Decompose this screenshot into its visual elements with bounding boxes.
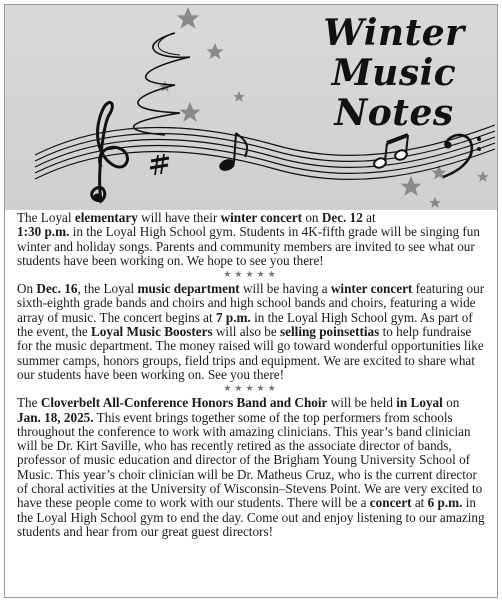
title-line: Music <box>331 52 457 94</box>
star-icon <box>401 176 422 196</box>
star-divider: ★★★★★ <box>223 270 279 281</box>
paragraph-winter-concert: On Dec. 16, the Loyal music department will be having a winter concert featuring our sixth-eighth grade bands and choirs and high school bands and choirs, featuring a wide array of music. The concert begins at 7 p.m. in the Loyal High School gym. As part of the event, the Loyal Music Boosters will also be selling poinsettias to help fundraise for the music department. The money raised will go toward wonderful opportunities like summer camps, honors groups, field trips and equipment. We are excited to share what our students have been working on. See you there! <box>17 281 485 382</box>
swirl-tree <box>134 33 190 135</box>
newsletter-page <box>4 4 498 598</box>
sharp-icon <box>150 154 169 175</box>
title-line: Winter <box>323 12 465 54</box>
star-divider: ★★★★★ <box>223 384 279 395</box>
star-icon <box>177 7 200 29</box>
title-line: Notes <box>334 92 454 134</box>
header-illustration <box>5 5 497 210</box>
paragraph-elementary-concert: The Loyal elementary will have their winter concert on Dec. 12 at 1:30 p.m. in the Loyal High School gym. Students in 4K-fifth grade will be singing fun winter and holiday songs. Parents and community members are invited to see what our students have been working on. We hope to see you there! <box>17 210 480 268</box>
star-icon <box>233 91 244 102</box>
star-icon <box>477 171 488 182</box>
star-icon <box>180 102 201 122</box>
star-icon <box>206 43 223 59</box>
star-icon <box>429 197 440 208</box>
article-body <box>5 211 497 539</box>
title <box>309 13 479 133</box>
paragraph-honors-band: The Cloverbelt All-Conference Honors Band and Choir will be held in Loyal on Jan. 18, 2025. This event brings together some of the top performers from schools throughout the conference to work with amazing clinicians. This year’s band clinician will be Dr. Kirt Saville, who has recently retired as the associate director of bands, professor of music education and director of the Brigham Young University School of Music. This year’s choir clinician will be Dr. Matheus Cruz, who is the current director of choral activities at the University of Wisconsin–Stevens Point. We are very excited to have these people come to work with our students. There will be a concert at 6 p.m. in the Loyal High School gym to end the day. Come out and enjoy listening to our amazing students and hear from our great guest directors! <box>17 395 485 539</box>
